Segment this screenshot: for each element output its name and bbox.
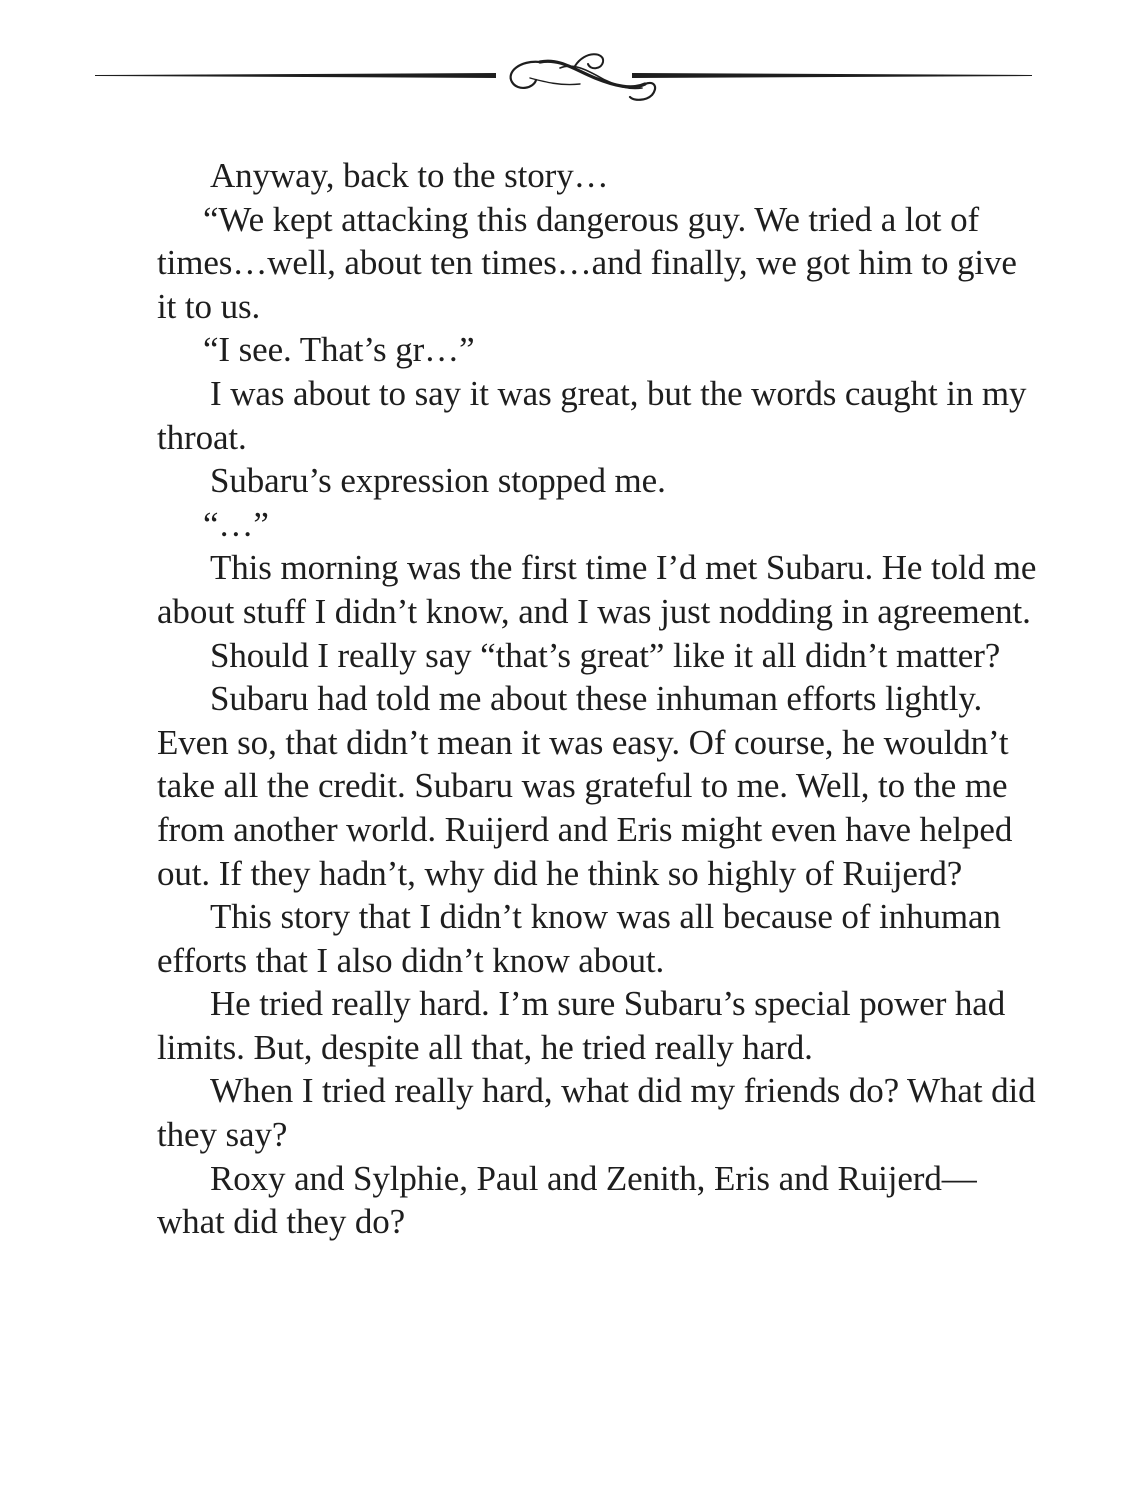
paragraph: This story that I didn’t know was all because of inhuman efforts that I also didn’t know about. xyxy=(157,897,1001,980)
paragraph: This morning was the first time I’d met Subaru. He told me about stuff I didn’t know, and I was just nodding in agreement. xyxy=(157,548,1037,631)
paragraph: “We kept attacking this dangerous guy. We tried a lot of times…well, about ten times…and finally, we got him to give it to us. xyxy=(157,199,1017,326)
paragraph: I was about to say it was great, but the words caught in my throat. xyxy=(157,373,1027,457)
paragraph: “I see. That’s gr…” xyxy=(203,330,475,370)
paragraph: He tried really hard. I’m sure Subaru’s special power had limits. But, despite all that, he tried really hard. xyxy=(157,984,1006,1067)
paragraph: Anyway, back to the story… xyxy=(210,156,609,195)
paragraph: Subaru had told me about these inhuman efforts lightly. Even so, that didn’t mean it was easy. Of course, he wouldn’t take all the credit. Subaru was grateful to me. Well, to the me from another world. Ruijerd and Eris might even have helped out. If they hadn’t, why did he think so highly of Ruijerd? xyxy=(157,679,1013,893)
decorative-divider xyxy=(0,0,1123,130)
divider-rule-right xyxy=(632,73,1032,78)
divider-rule-left xyxy=(95,73,496,78)
paragraph: Should I really say “that’s great” like it all didn’t matter? xyxy=(210,635,1001,675)
paragraph: “…” xyxy=(203,504,269,544)
paragraph: Roxy and Sylphie, Paul and Zenith, Eris and Ruijerd—what did they do? xyxy=(157,1158,977,1242)
paragraph: Subaru’s expression stopped me. xyxy=(210,461,666,501)
paragraph: When I tried really hard, what did my friends do? What did they say? xyxy=(157,1071,1036,1155)
body-text xyxy=(157,154,1037,1244)
